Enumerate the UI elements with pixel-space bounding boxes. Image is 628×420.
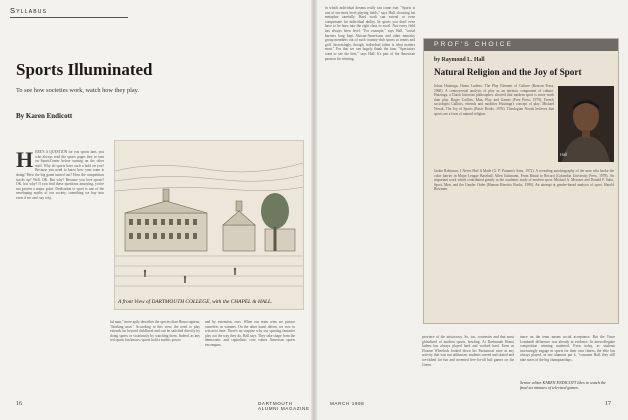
page-gutter	[311, 0, 317, 420]
magazine-name: DARTMOUTH ALUMNI MAGAZINE	[258, 401, 310, 411]
article-byline: By Karen Endicott	[16, 112, 73, 120]
page-number-right: 17	[605, 401, 611, 407]
body-column-4: in which individual dreams really can come true. "Sports is one of our most level playing fields," says Hall, choosing his metaphor carefully. Hard work can extend or even compensate for individual ability. In sports you don't even have to be born into the right class to excel. Not every field has always been level. "For example," says Hall, "social barriers long kept African-Americans and other minority group members out of such country-club sports as tennis and golf. Increasingly, though, individual talent is what matters most." For that we can hugely thank the fans. "Spectators want to see the best," says Hall. It's part of the American passion for winning.	[325, 6, 415, 61]
author-photo	[558, 86, 614, 162]
article-title: Sports Illuminated	[16, 60, 153, 79]
section-label: Syllabus	[10, 6, 48, 15]
author-endnote: Senior editor KAREN ENDICOTT likes to watch the final six minutes of televised games.	[520, 380, 606, 390]
engraving-illustration	[115, 141, 303, 309]
body-column-5: province of the aristocracy. So, too, courtesies and that most globalized of modern sports, bowling. At Dartmouth Homo ludens has always played hard and worked hard. Even as Eleazar Wheelock looked down his Puritanical nose at any activity that was not utilitarian, students carved and skated and ice-fished for fun and invented free-for-all ball games on the Green.	[422, 335, 514, 367]
body-column-2: ful man," more aptly describes the species than Homo sapiens, "thinking man." According to this view, the need to play extends far beyond childhood and can be satisfied directly by doing sports or vicariously by watching them. Indeed, as any red sports fan knows, sports hold a mythic power.	[110, 320, 200, 343]
article-subtitle: To see how societies work, watch how they play.	[16, 87, 139, 94]
body-column-6: tance on the team means social acceptance. But the Vince Lombardi difference was already in evidence. In intercollegiate competition winning mattered. Even today, as students increasingly engage in sports for their own fitness, the elite has always played, as one alumnus put it, "consume Hall, they still take notes of the big championships.	[520, 335, 615, 362]
profs-choice-title: Natural Religion and the Joy of Sport	[434, 67, 582, 77]
issue-date: MARCH 1998	[330, 401, 365, 406]
body-column-1	[16, 147, 104, 201]
portrait-illustration	[558, 86, 614, 162]
reading-list-continued: Jackie Robinson, I Never Had It Made (G. P. Putnam's Sons, 1972). A revealing autobiography of the man who broke the color barrier in Major League Baseball. Allen Guttmann, From Ritual to Record (Columbia University Press, 1978). An important work which contributed greatly to the academic study of modern sport. Michael A. Messner and Donald F. Sabo, Sport, Men, and the Gender Order (Human Kinetics Books, 1990). An attempt at gender-based analysis of sport, Harold Bowman.	[434, 169, 614, 192]
engraving-caption: A front View of DARTMOUTH COLLEGE, with the CHAPEL & HALL.	[118, 299, 273, 305]
profs-choice-byline: by Raymond L. Hall	[434, 57, 485, 63]
reading-list: Johan Huizinga, Homo Ludens: The Play Element of Culture (Beacon Press, 1960). A controversial analysis of play as an intrinsic component of culture. Huizinga, a Dutch historian philosopher, showed that modern sport is more work than play. Roger Caillois, Man, Play and Games (Free Press, 1979). French sociologist Caillois, extends and modifies Huizinga's concept of play. Michael Novak, The Joy of Sports (Basic Books, 1976). Theologian Novak believes that sports are a form of natural religion.	[434, 84, 554, 116]
profs-choice-label: PROF'S CHOICE	[434, 41, 514, 48]
photo-caption: Hall	[560, 152, 568, 157]
drop-cap: H	[16, 147, 34, 172]
profs-choice-box	[423, 38, 619, 324]
page-number-left: 16	[16, 401, 22, 407]
dartmouth-engraving	[114, 140, 304, 310]
body-column-3: and by extension, ours. When our team wins we picture ourselves as winners. On the other hand, defeat, we vow to win next time. There's no surprise why our sporting fantasies play out the way they do, Hall says. They take shape from the democratic and capitalistic core values American sports encompass.	[205, 320, 295, 347]
body-column-1-text: ERE'S A QUESTION for you sports fans, you who always read the sports pages first or turn on SportsCenter before turning on the other stuff. Why do sports have such a hold on you? Because you need to know how your team is doing? How the big game turned out? How the competition stacks up? Well, OK. But why? Because you love sports? OK, but why? If you find these questions annoying, you're not proven a major point. Dedication to sport is one of the enveloping myths of our society, something we buy into even if we can't say why.	[16, 150, 104, 200]
section-rule	[10, 17, 128, 18]
